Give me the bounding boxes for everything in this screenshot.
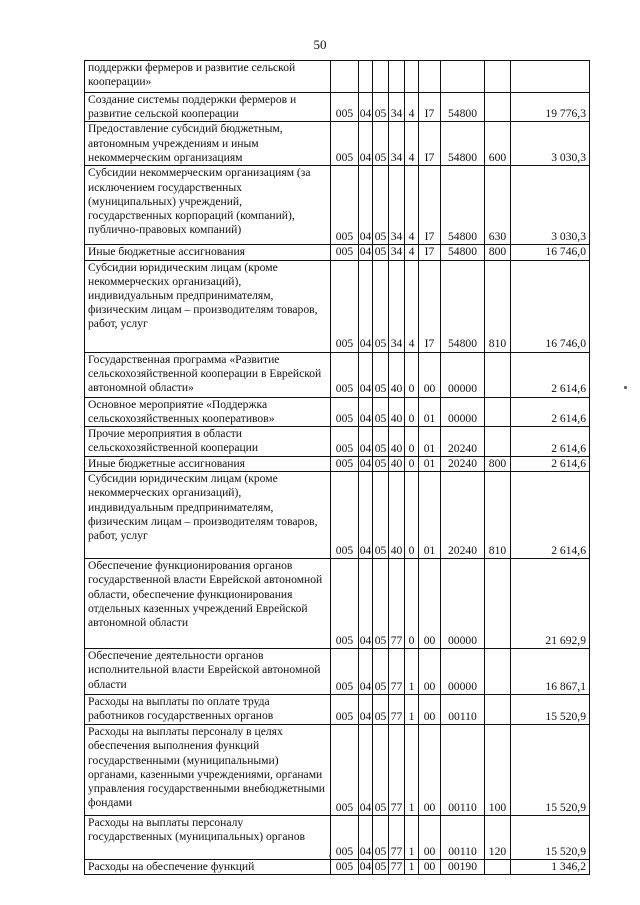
- cell-main: 00: [419, 559, 441, 649]
- cell-subsection: 05: [373, 457, 389, 472]
- cell-prog: 77: [389, 860, 405, 875]
- table-row: [85, 472, 590, 559]
- table-row: [85, 61, 590, 93]
- cell-prog: 40: [389, 472, 405, 559]
- cell-sub: [405, 61, 419, 93]
- cell-subsection: 05: [373, 93, 389, 122]
- budget-table: [84, 60, 590, 875]
- cell-main: 01: [419, 472, 441, 559]
- cell-main: 00: [419, 725, 441, 816]
- cell-name: Субсидии юридическим лицам (кроме некоммерческих организаций), индивидуальным предпринимателям, физическим лицам – производителям товаров, работ, услуг: [85, 260, 331, 352]
- cell-sub: 4: [405, 93, 419, 122]
- cell-section: 04: [359, 472, 373, 559]
- cell-section: 04: [359, 816, 373, 860]
- cell-main: I7: [419, 122, 441, 166]
- cell-amount: [511, 61, 590, 93]
- cell-section: 04: [359, 352, 373, 397]
- cell-section: 04: [359, 649, 373, 695]
- cell-sub: 4: [405, 122, 419, 166]
- cell-prog: 40: [389, 352, 405, 397]
- cell-vr: [485, 61, 511, 93]
- cell-amount: 2 614,6: [511, 352, 590, 397]
- cell-amount: 15 520,9: [511, 725, 590, 816]
- cell-subsection: 05: [373, 122, 389, 166]
- cell-vr: [485, 397, 511, 426]
- cell-sub: 1: [405, 649, 419, 695]
- cell-dir: 54800: [441, 260, 485, 352]
- cell-vr: [485, 695, 511, 725]
- cell-admin: 005: [331, 122, 359, 166]
- cell-amount: 15 520,9: [511, 695, 590, 725]
- cell-prog: 40: [389, 457, 405, 472]
- cell-subsection: 05: [373, 472, 389, 559]
- cell-main: 00: [419, 649, 441, 695]
- scan-speck: [329, 855, 331, 857]
- cell-dir: 00000: [441, 352, 485, 397]
- cell-admin: 005: [331, 457, 359, 472]
- cell-subsection: [373, 61, 389, 93]
- scan-speck: [624, 386, 627, 389]
- cell-section: 04: [359, 457, 372, 471]
- table-row: [85, 649, 590, 695]
- cell-name: Основное мероприятие «Поддержка сельскохозяйственных кооперативов»: [85, 397, 331, 426]
- cell-vr: 810: [485, 260, 511, 352]
- cell-admin: 005: [331, 427, 359, 457]
- cell-main: I7: [419, 260, 441, 352]
- cell-name: Прочие мероприятия в области сельскохозяйственной кооперации: [85, 427, 331, 457]
- page-number: 50: [313, 37, 327, 52]
- cell-main: 00: [419, 695, 441, 725]
- cell-name: Государственная программа «Развитие сельскохозяйственной кооперации в Еврейской автономной области»: [85, 352, 331, 397]
- cell-prog: 34: [389, 260, 405, 352]
- cell-admin: [331, 61, 359, 93]
- cell-subsection: 05: [373, 166, 389, 245]
- cell-prog: 77: [389, 649, 405, 695]
- cell-admin: 005: [331, 472, 359, 559]
- cell-section: 04: [359, 260, 373, 352]
- cell-name: Субсидии юридическим лицам (кроме некоммерческих организаций), индивидуальным предпринимателям, физическим лицам – производителям товаров, работ, услуг: [85, 472, 331, 559]
- table-body: [85, 61, 590, 875]
- cell-amount: 2 614,6: [511, 397, 590, 426]
- cell-main: 00: [419, 352, 441, 397]
- cell-admin: 005: [331, 397, 359, 426]
- table-row: [85, 860, 590, 875]
- cell-vr: [485, 93, 511, 122]
- cell-prog: 77: [389, 725, 405, 816]
- cell-prog: 34: [389, 93, 405, 122]
- table-row: [85, 166, 590, 245]
- cell-prog: 77: [389, 559, 405, 649]
- cell-sub: 4: [405, 260, 419, 352]
- cell-name: Иные бюджетные ассигнования: [85, 245, 331, 260]
- cell-dir: 20240: [441, 427, 485, 457]
- cell-admin: 005: [331, 695, 359, 725]
- cell-name: Иные бюджетные ассигнования: [85, 457, 331, 472]
- cell-amount: 2 614,6: [511, 472, 590, 559]
- cell-subsection: 05: [373, 649, 389, 695]
- cell-main: I7: [419, 245, 441, 260]
- cell-main: 00: [419, 816, 441, 860]
- cell-amount: 16 746,0: [511, 260, 590, 352]
- table-row: [85, 816, 590, 860]
- cell-dir: 00110: [441, 816, 485, 860]
- table-row: [85, 725, 590, 816]
- cell-admin: 005: [331, 260, 359, 352]
- table-row: [85, 260, 590, 352]
- cell-amount: 2 614,6: [511, 427, 590, 457]
- cell-sub: 1: [405, 695, 419, 725]
- cell-vr: 810: [485, 472, 511, 559]
- cell-prog: [389, 61, 405, 93]
- cell-section: 04: [359, 725, 373, 816]
- cell-name: Обеспечение деятельности органов исполнительной власти Еврейской автономной области: [85, 649, 331, 695]
- cell-sub: 4: [405, 245, 419, 260]
- cell-vr: 800: [485, 457, 511, 472]
- cell-amount: 19 776,3: [511, 93, 590, 122]
- cell-admin: 005: [331, 352, 359, 397]
- cell-main: 01: [419, 457, 441, 472]
- cell-section: 04: [359, 245, 372, 259]
- cell-subsection: 05: [373, 352, 389, 397]
- cell-dir: 20240: [441, 472, 485, 559]
- cell-vr: [485, 427, 511, 457]
- cell-vr: 100: [485, 725, 511, 816]
- cell-admin: 005: [331, 93, 359, 122]
- cell-dir: 54800: [441, 93, 485, 122]
- cell-subsection: 05: [373, 695, 389, 725]
- cell-section: 04: [359, 397, 373, 426]
- cell-dir: 00190: [441, 860, 485, 875]
- table-row: [85, 122, 590, 166]
- cell-admin: 005: [331, 649, 359, 695]
- cell-section: 04: [359, 166, 373, 245]
- cell-name: Предоставление субсидий бюджетным, автономным учреждениям и иным некоммерческим организациям: [85, 122, 331, 166]
- cell-amount: 21 692,9: [511, 559, 590, 649]
- cell-amount: 3 030,3: [511, 122, 590, 166]
- cell-sub: 0: [405, 397, 419, 426]
- cell-section: 04: [359, 559, 373, 649]
- cell-main: 00: [419, 860, 441, 875]
- table-row: [85, 695, 590, 725]
- cell-vr: [485, 860, 511, 875]
- cell-prog: 77: [389, 695, 405, 725]
- cell-sub: 1: [405, 816, 419, 860]
- cell-admin: 005: [331, 725, 359, 816]
- cell-prog: 40: [389, 397, 405, 426]
- cell-dir: 00110: [441, 695, 485, 725]
- cell-prog: 34: [389, 166, 405, 245]
- cell-subsection: 05: [373, 816, 389, 860]
- cell-subsection: 05: [373, 260, 389, 352]
- table-row: [85, 352, 590, 397]
- cell-vr: 600: [485, 122, 511, 166]
- cell-sub: 1: [405, 860, 419, 875]
- cell-section: 04: [359, 122, 373, 166]
- table-row: [85, 397, 590, 426]
- cell-dir: 00000: [441, 559, 485, 649]
- cell-vr: [485, 352, 511, 397]
- table-row: [85, 93, 590, 122]
- cell-prog: 77: [389, 816, 405, 860]
- cell-main: 01: [419, 427, 441, 457]
- cell-subsection: 05: [373, 559, 389, 649]
- cell-subsection: 05: [373, 245, 389, 260]
- cell-subsection: 05: [373, 427, 389, 457]
- cell-dir: 54800: [441, 122, 485, 166]
- cell-dir: 20240: [441, 457, 485, 472]
- cell-main: I7: [419, 166, 441, 245]
- cell-sub: 0: [405, 559, 419, 649]
- cell-name: Расходы на выплаты по оплате труда работников государственных органов: [85, 695, 331, 725]
- cell-main: [419, 61, 441, 93]
- cell-amount: 1 346,2: [511, 860, 590, 875]
- cell-amount: 15 520,9: [511, 816, 590, 860]
- cell-name: Обеспечение функционирования органов государственной власти Еврейской автономной области, обеспечение функционирования отдельных казенных учреждений Еврейской автономной области: [85, 559, 331, 649]
- cell-amount: 16 867,1: [511, 649, 590, 695]
- cell-name: Расходы на выплаты персоналу государственных (муниципальных) органов: [85, 816, 331, 860]
- cell-prog: 34: [389, 122, 405, 166]
- cell-section: 04: [359, 860, 372, 874]
- table-row: [85, 245, 590, 260]
- cell-admin: 005: [331, 816, 359, 860]
- cell-sub: 0: [405, 472, 419, 559]
- cell-section: [359, 61, 373, 93]
- cell-admin: 005: [331, 559, 359, 649]
- cell-subsection: 05: [373, 860, 389, 875]
- cell-dir: 54800: [441, 166, 485, 245]
- cell-sub: 4: [405, 166, 419, 245]
- cell-admin: 005: [331, 860, 359, 875]
- table-row: [85, 559, 590, 649]
- cell-admin: 005: [331, 166, 359, 245]
- cell-main: I7: [419, 93, 441, 122]
- cell-dir: 54800: [441, 245, 485, 260]
- cell-name: Расходы на выплаты персоналу в целях обеспечения выполнения функций государственными (муниципальными) органами, казенными учреждениями, органами управления государственными внебюджетными фондами: [85, 725, 331, 816]
- cell-dir: 00000: [441, 397, 485, 426]
- cell-dir: 00110: [441, 725, 485, 816]
- table-row: [85, 427, 590, 457]
- table-row: [85, 457, 590, 472]
- cell-sub: 1: [405, 725, 419, 816]
- cell-prog: 34: [389, 245, 405, 260]
- cell-section: 04: [359, 93, 373, 122]
- cell-sub: 0: [405, 457, 419, 472]
- cell-prog: 40: [389, 427, 405, 457]
- cell-name: Субсидии некоммерческим организациям (за исключением государственных (муниципальных) учреждений, государственных корпораций (компаний), публично-правовых компаний): [85, 166, 331, 245]
- cell-admin: 005: [331, 245, 359, 260]
- cell-amount: 16 746,0: [511, 245, 590, 260]
- cell-subsection: 05: [373, 725, 389, 816]
- cell-name: Создание системы поддержки фермеров и развитие сельской кооперации: [85, 93, 331, 122]
- cell-amount: 3 030,3: [511, 166, 590, 245]
- cell-dir: 00000: [441, 649, 485, 695]
- cell-dir: [441, 61, 485, 93]
- cell-name: Расходы на обеспечение функций: [85, 860, 331, 875]
- cell-vr: 120: [485, 816, 511, 860]
- cell-section: 04: [359, 427, 373, 457]
- cell-section: 04: [359, 695, 373, 725]
- cell-subsection: 05: [373, 397, 389, 426]
- cell-amount: 2 614,6: [511, 457, 590, 472]
- cell-main: 01: [419, 397, 441, 426]
- cell-sub: 0: [405, 427, 419, 457]
- cell-vr: [485, 649, 511, 695]
- cell-sub: 0: [405, 352, 419, 397]
- cell-vr: 630: [485, 166, 511, 245]
- cell-vr: [485, 559, 511, 649]
- cell-name: поддержки фермеров и развитие сельской кооперации»: [85, 61, 331, 93]
- cell-vr: 800: [485, 245, 511, 260]
